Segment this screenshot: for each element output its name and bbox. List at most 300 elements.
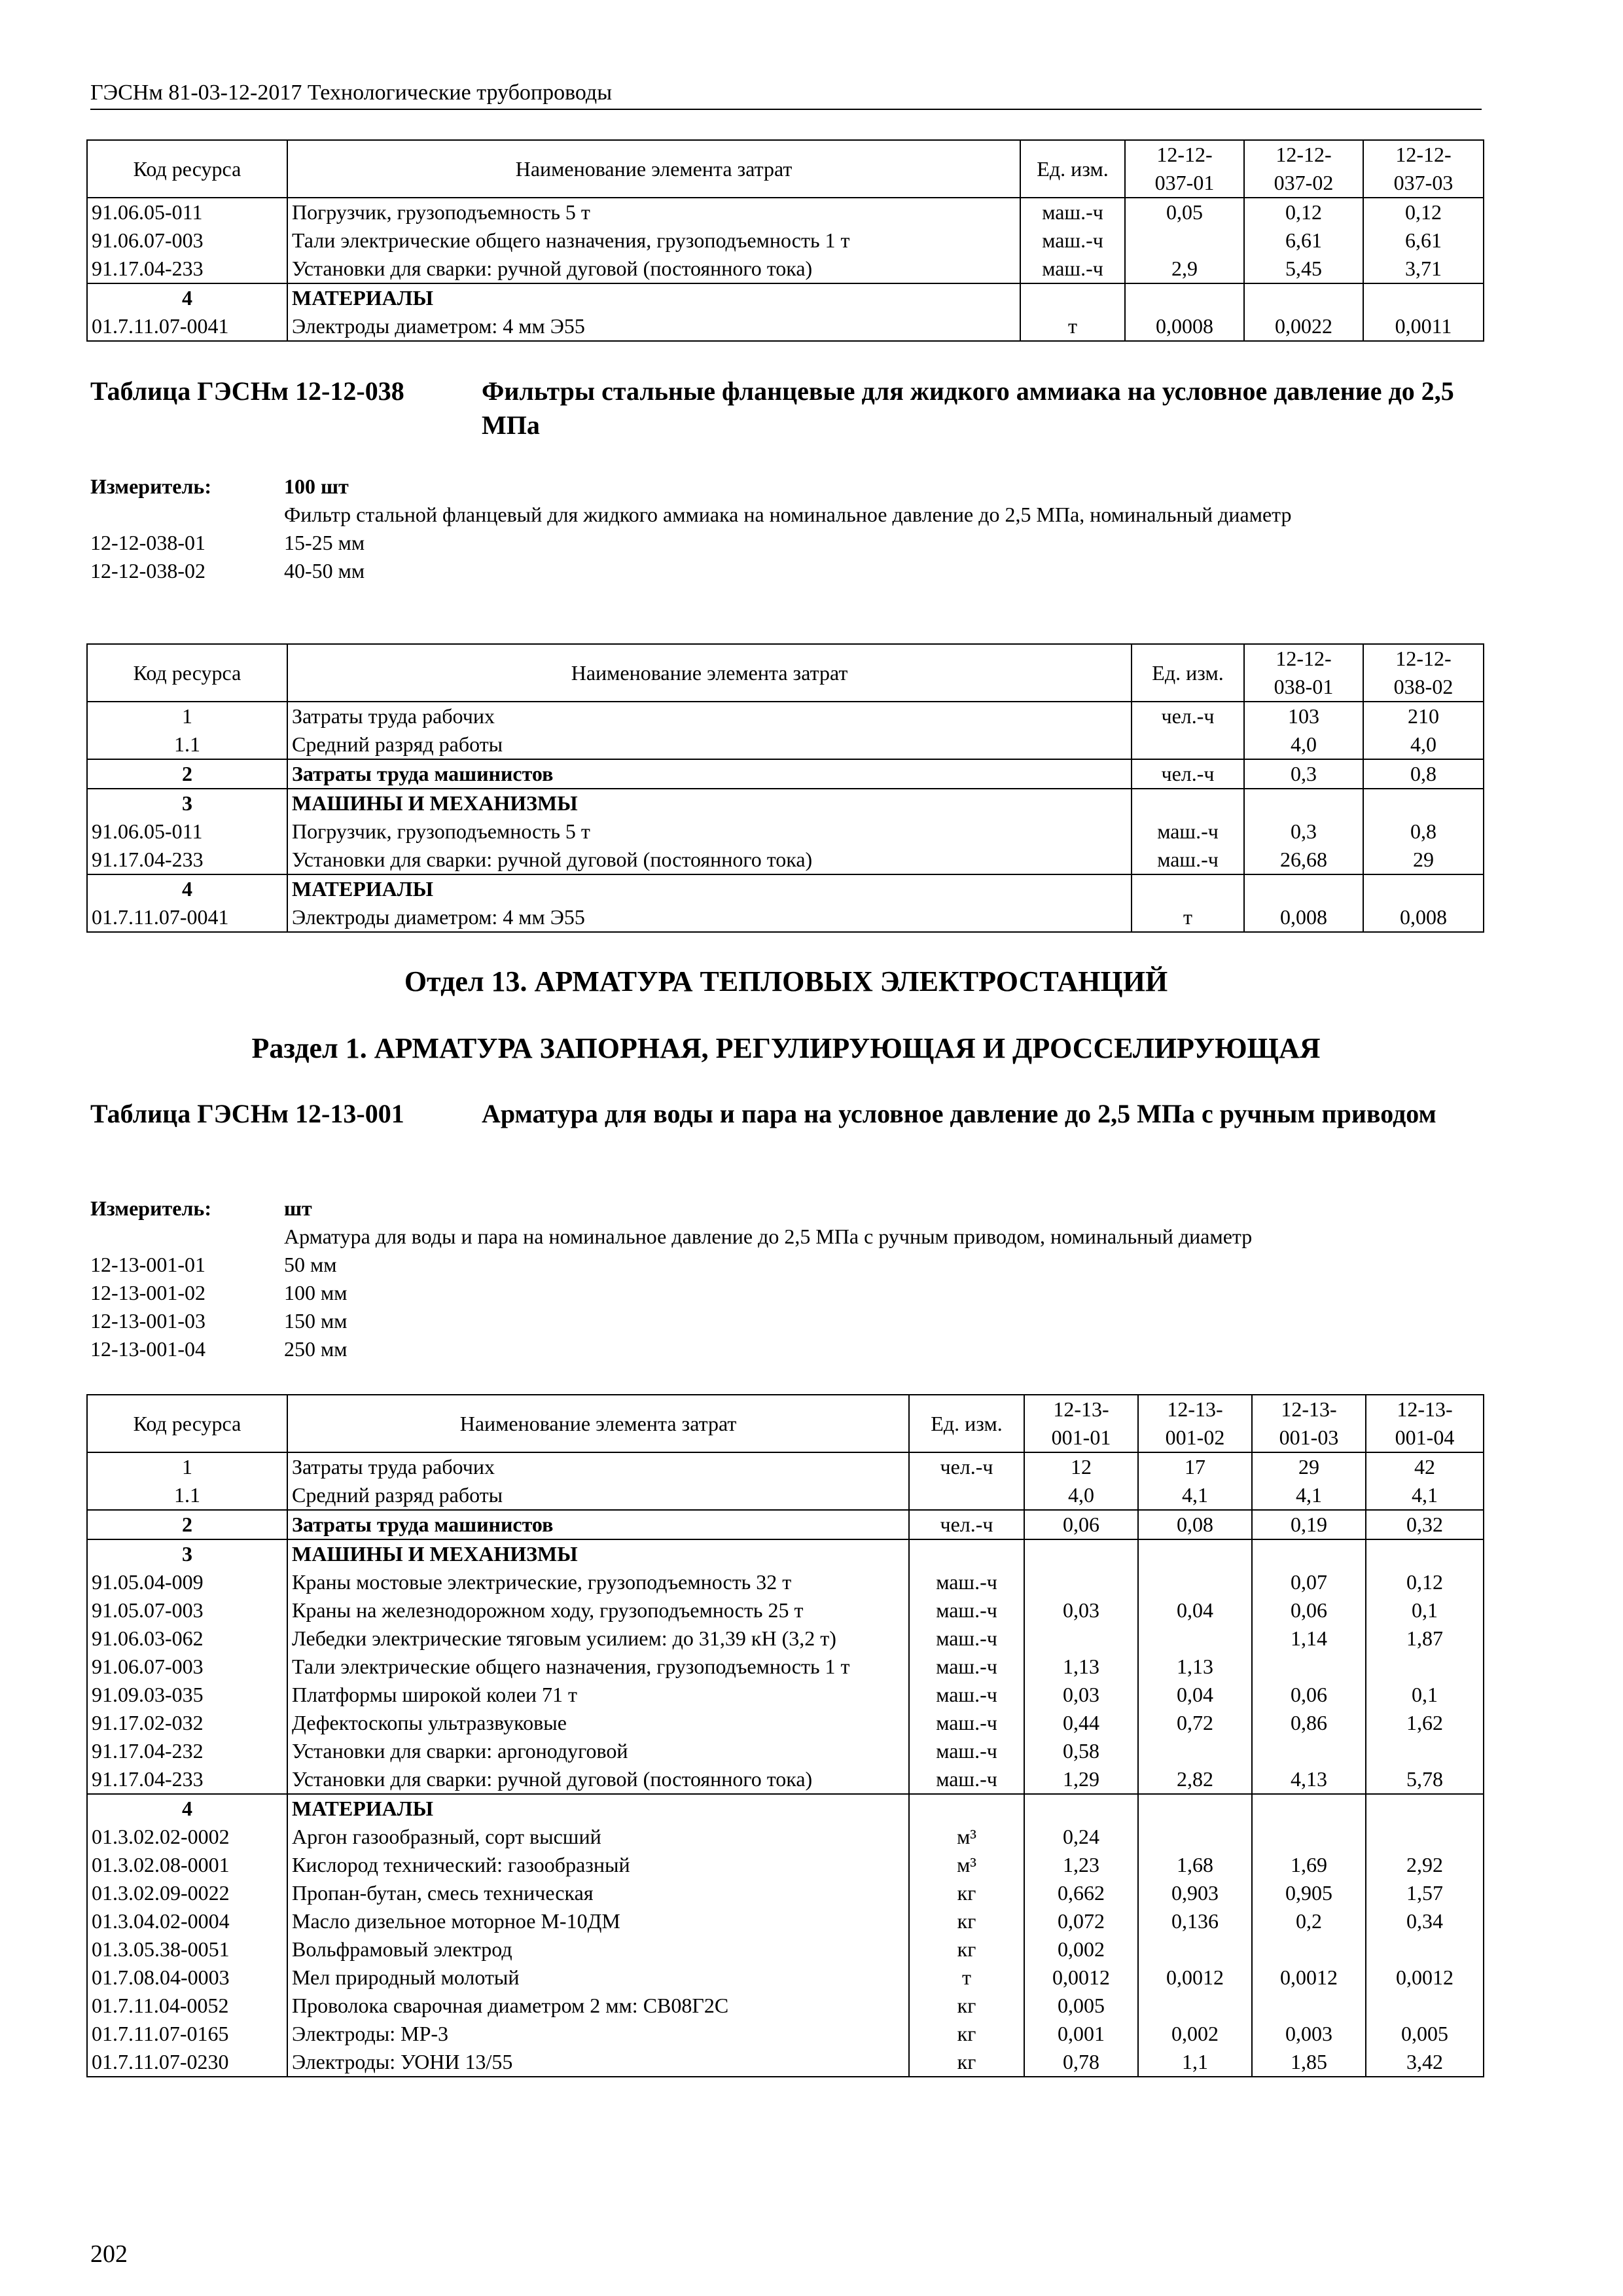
cost-element-name: Тали электрические общего назначения, грузоподъемность 1 т	[287, 226, 1020, 255]
cost-element-name: Краны мостовые электрические, грузоподъемность 32 т	[287, 1568, 909, 1596]
value-cell: 0,003	[1252, 2020, 1366, 2048]
cost-element-name: Затраты труда машинистов	[287, 759, 1132, 789]
resource-code: 91.17.04-232	[87, 1737, 287, 1765]
cost-element-name: Погрузчик, грузоподъемность 5 т	[287, 817, 1132, 846]
measure-code: 12-13-001-01	[90, 1253, 205, 1276]
value-cell: 2,9	[1125, 255, 1244, 283]
table-row	[87, 1737, 1484, 1765]
cost-element-name: Установки для сварки: ручной дуговой (постоянного тока)	[287, 846, 1132, 874]
value-cell	[1125, 283, 1244, 312]
unit-cell: м³	[909, 1851, 1024, 1879]
cost-element-name: Затраты труда рабочих	[287, 1452, 909, 1481]
value-cell: 1,1	[1138, 2048, 1252, 2077]
table-row	[87, 1653, 1484, 1681]
unit-cell: маш.-ч	[909, 1624, 1024, 1653]
value-cell: 0,06	[1252, 1596, 1366, 1624]
cost-element-name: Кислород технический: газообразный	[287, 1851, 909, 1879]
resource-code: 91.06.07-003	[87, 226, 287, 255]
measure-value: Арматура для воды и пара на номинальное давление до 2,5 МПа с ручным приводом, номинальный диаметр	[284, 1225, 1253, 1248]
unit-cell	[1020, 283, 1125, 312]
value-cell	[1366, 1737, 1484, 1765]
resource-code: 1.1	[87, 730, 287, 759]
table-section-row	[87, 283, 1484, 312]
resource-code: 91.17.04-233	[87, 255, 287, 283]
value-cell: 0,72	[1138, 1709, 1252, 1737]
measure-value: Фильтр стальной фланцевый для жидкого аммиака на номинальное давление до 2,5 МПа, номинальный диаметр	[284, 503, 1292, 526]
cost-element-name: Затраты труда рабочих	[287, 702, 1132, 730]
value-cell: 0,0012	[1252, 1964, 1366, 1992]
value-cell: 4,0	[1363, 730, 1484, 759]
column-header: Код ресурса	[87, 1395, 287, 1452]
measure-value: 150 мм	[284, 1309, 348, 1333]
value-cell	[1138, 1992, 1252, 2020]
value-cell: 0,002	[1138, 2020, 1252, 2048]
value-cell	[1252, 1737, 1366, 1765]
unit-cell: маш.-ч	[909, 1568, 1024, 1596]
value-cell: 0,24	[1024, 1823, 1138, 1851]
value-cell	[1366, 1823, 1484, 1851]
value-cell	[1125, 226, 1244, 255]
value-cell: 5,78	[1366, 1765, 1484, 1794]
cost-element-name: МАТЕРИАЛЫ	[287, 874, 1132, 903]
value-cell	[1363, 283, 1484, 312]
value-cell: 29	[1252, 1452, 1366, 1481]
cost-element-name: Установки для сварки: ручной дуговой (постоянного тока)	[287, 255, 1020, 283]
column-header: 12-12- 038-02	[1363, 644, 1484, 702]
value-cell: 3,71	[1363, 255, 1484, 283]
value-cell	[1252, 1539, 1366, 1568]
unit-cell: т	[1020, 312, 1125, 341]
table-section-row	[87, 759, 1484, 789]
unit-cell: кг	[909, 1935, 1024, 1964]
value-cell: 0,05	[1125, 198, 1244, 226]
value-cell: 0,03	[1024, 1681, 1138, 1709]
cost-element-name: Электроды: УОНИ 13/55	[287, 2048, 909, 2077]
resource-code: 1	[87, 702, 287, 730]
value-cell: 1,57	[1366, 1879, 1484, 1907]
value-cell: 5,45	[1244, 255, 1363, 283]
value-cell: 0,905	[1252, 1879, 1366, 1907]
table-row	[87, 1992, 1484, 2020]
value-cell: 0,32	[1366, 1510, 1484, 1539]
value-cell	[1138, 1737, 1252, 1765]
cost-element-name: Установки для сварки: ручной дуговой (постоянного тока)	[287, 1765, 909, 1794]
subsection-heading: Раздел 1. АРМАТУРА ЗАПОРНАЯ, РЕГУЛИРУЮЩАЯ И ДРОССЕЛИРУЮЩАЯ	[251, 1032, 1321, 1064]
value-cell: 17	[1138, 1452, 1252, 1481]
value-cell: 0,2	[1252, 1907, 1366, 1935]
cost-element-name: Платформы широкой колеи 71 т	[287, 1681, 909, 1709]
unit-cell: т	[1132, 903, 1244, 932]
value-cell: 4,1	[1366, 1481, 1484, 1510]
resource-code: 01.7.11.04-0052	[87, 1992, 287, 2020]
resource-code: 01.3.02.02-0002	[87, 1823, 287, 1851]
table-row	[87, 1935, 1484, 1964]
value-cell: 0,1	[1366, 1596, 1484, 1624]
value-cell	[1138, 1568, 1252, 1596]
value-cell	[1366, 1794, 1484, 1823]
cost-table-12-12-037	[86, 139, 1484, 342]
measure-value: 15-25 мм	[284, 531, 365, 554]
column-header: Наименование элемента затрат	[287, 140, 1020, 198]
table-caption: Фильтры стальные фланцевые для жидкого аммиака на условное давление до 2,5 МПа	[482, 376, 1454, 440]
cost-element-name: Масло дизельное моторное М-10ДМ	[287, 1907, 909, 1935]
table-row	[87, 1765, 1484, 1794]
unit-cell	[909, 1539, 1024, 1568]
unit-cell: чел.-ч	[909, 1510, 1024, 1539]
unit-cell: маш.-ч	[909, 1596, 1024, 1624]
measure-label: Измеритель:	[90, 1196, 211, 1220]
measure-code: 12-13-001-02	[90, 1281, 205, 1304]
resource-code: 01.3.04.02-0004	[87, 1907, 287, 1935]
measure-value: 50 мм	[284, 1253, 337, 1276]
column-header: Код ресурса	[87, 140, 287, 198]
resource-code: 01.3.05.38-0051	[87, 1935, 287, 1964]
column-header: 12-13- 001-02	[1138, 1395, 1252, 1452]
resource-code: 2	[87, 759, 287, 789]
table-title-12-13-001	[90, 1097, 1482, 1169]
value-cell	[1138, 1823, 1252, 1851]
table-number: Таблица ГЭСНм 12-12-038	[90, 376, 404, 406]
unit-cell	[1132, 874, 1244, 903]
value-cell: 0,06	[1252, 1681, 1366, 1709]
resource-code: 4	[87, 283, 287, 312]
value-cell	[1366, 1653, 1484, 1681]
table-row	[87, 198, 1484, 226]
measure-unit: 100 шт	[284, 475, 349, 498]
value-cell: 0,12	[1244, 198, 1363, 226]
resource-code: 01.3.02.08-0001	[87, 1851, 287, 1879]
cost-element-name: Дефектоскопы ультразвуковые	[287, 1709, 909, 1737]
column-header: Ед. изм.	[909, 1395, 1024, 1452]
value-cell: 0,136	[1138, 1907, 1252, 1935]
value-cell: 0,06	[1024, 1510, 1138, 1539]
resource-code: 91.17.02-032	[87, 1709, 287, 1737]
value-cell: 4,1	[1138, 1481, 1252, 1510]
unit-cell: т	[909, 1964, 1024, 1992]
unit-cell	[909, 1481, 1024, 1510]
table-row	[87, 846, 1484, 874]
table-row	[87, 2048, 1484, 2077]
unit-cell: кг	[909, 2020, 1024, 2048]
measure-code: 12-13-001-03	[90, 1309, 205, 1333]
resource-code: 3	[87, 789, 287, 817]
value-cell: 1,13	[1138, 1653, 1252, 1681]
unit-cell	[909, 1794, 1024, 1823]
cost-element-name: Лебедки электрические тяговым усилием: до 31,39 кН (3,2 т)	[287, 1624, 909, 1653]
column-header: 12-12- 037-01	[1125, 140, 1244, 198]
column-header: 12-12- 038-01	[1244, 644, 1363, 702]
value-cell: 0,005	[1366, 2020, 1484, 2048]
resource-code: 91.06.05-011	[87, 198, 287, 226]
measure-block-12-12-038	[90, 473, 1482, 585]
table-section-row	[87, 1510, 1484, 1539]
column-header: 12-12- 037-03	[1363, 140, 1484, 198]
value-cell: 0,8	[1363, 759, 1484, 789]
value-cell	[1244, 874, 1363, 903]
cost-element-name: Электроды диаметром: 4 мм Э55	[287, 312, 1020, 341]
value-cell: 42	[1366, 1452, 1484, 1481]
page-number: 202	[90, 2240, 128, 2268]
measure-value: 100 мм	[284, 1281, 348, 1304]
resource-code: 01.7.11.07-0041	[87, 312, 287, 341]
resource-code: 01.7.11.07-0165	[87, 2020, 287, 2048]
resource-code: 4	[87, 1794, 287, 1823]
table-row	[87, 702, 1484, 730]
value-cell: 1,62	[1366, 1709, 1484, 1737]
value-cell: 0,008	[1244, 903, 1363, 932]
value-cell	[1024, 1624, 1138, 1653]
value-cell: 1,87	[1366, 1624, 1484, 1653]
value-cell: 103	[1244, 702, 1363, 730]
measure-unit: шт	[284, 1196, 312, 1220]
table-row	[87, 730, 1484, 759]
cost-element-name: Затраты труда машинистов	[287, 1510, 909, 1539]
unit-cell	[1132, 730, 1244, 759]
measure-label: Измеритель:	[90, 475, 211, 498]
column-header: Ед. изм.	[1132, 644, 1244, 702]
unit-cell: кг	[909, 2048, 1024, 2077]
unit-cell: маш.-ч	[909, 1765, 1024, 1794]
value-cell: 0,0022	[1244, 312, 1363, 341]
measure-value: 250 мм	[284, 1337, 348, 1361]
value-cell: 1,29	[1024, 1765, 1138, 1794]
measure-value: 40-50 мм	[284, 559, 365, 583]
column-header: 12-13- 001-01	[1024, 1395, 1138, 1452]
value-cell: 0,12	[1366, 1568, 1484, 1596]
value-cell: 0,0012	[1138, 1964, 1252, 1992]
resource-code: 91.06.03-062	[87, 1624, 287, 1653]
table-number: Таблица ГЭСНм 12-13-001	[90, 1099, 404, 1128]
value-cell: 210	[1363, 702, 1484, 730]
cost-element-name: МАШИНЫ И МЕХАНИЗМЫ	[287, 789, 1132, 817]
table-row	[87, 1879, 1484, 1907]
value-cell: 4,0	[1244, 730, 1363, 759]
value-cell	[1252, 1935, 1366, 1964]
cost-element-name: Погрузчик, грузоподъемность 5 т	[287, 198, 1020, 226]
value-cell: 0,12	[1363, 198, 1484, 226]
table-section-row	[87, 789, 1484, 817]
table-row	[87, 1452, 1484, 1481]
cost-element-name: Средний разряд работы	[287, 1481, 909, 1510]
value-cell: 0,008	[1363, 903, 1484, 932]
value-cell: 0,58	[1024, 1737, 1138, 1765]
section-heading: Отдел 13. АРМАТУРА ТЕПЛОВЫХ ЭЛЕКТРОСТАНЦИЙ	[404, 965, 1168, 997]
value-cell: 0,07	[1252, 1568, 1366, 1596]
value-cell	[1244, 283, 1363, 312]
value-cell	[1024, 1568, 1138, 1596]
unit-cell: маш.-ч	[909, 1681, 1024, 1709]
cost-element-name: Проволока сварочная диаметром 2 мм: СВ08Г2С	[287, 1992, 909, 2020]
table-row	[87, 226, 1484, 255]
table-row	[87, 903, 1484, 932]
resource-code: 91.17.04-233	[87, 1765, 287, 1794]
value-cell: 0,04	[1138, 1596, 1252, 1624]
value-cell	[1024, 1539, 1138, 1568]
table-row	[87, 1481, 1484, 1510]
resource-code: 01.7.11.07-0230	[87, 2048, 287, 2077]
value-cell: 26,68	[1244, 846, 1363, 874]
resource-code: 01.7.08.04-0003	[87, 1964, 287, 1992]
value-cell	[1363, 789, 1484, 817]
unit-cell: маш.-ч	[909, 1709, 1024, 1737]
value-cell	[1366, 1539, 1484, 1568]
resource-code: 4	[87, 874, 287, 903]
column-header: 12-13- 001-03	[1252, 1395, 1366, 1452]
cost-table-12-12-038	[86, 643, 1484, 933]
measure-code: 12-13-001-04	[90, 1337, 205, 1361]
value-cell: 3,42	[1366, 2048, 1484, 2077]
table-row	[87, 817, 1484, 846]
table-section-row	[87, 874, 1484, 903]
value-cell: 0,78	[1024, 2048, 1138, 2077]
table-row	[87, 1907, 1484, 1935]
cost-element-name: МАШИНЫ И МЕХАНИЗМЫ	[287, 1539, 909, 1568]
cost-element-name: Пропан-бутан, смесь техническая	[287, 1879, 909, 1907]
column-header: Наименование элемента затрат	[287, 644, 1132, 702]
unit-cell: чел.-ч	[909, 1452, 1024, 1481]
value-cell: 0,44	[1024, 1709, 1138, 1737]
value-cell: 1,69	[1252, 1851, 1366, 1879]
table-row	[87, 1851, 1484, 1879]
running-header: ГЭСНм 81-03-12-2017 Технологические трубопроводы	[90, 77, 1482, 110]
value-cell: 4,1	[1252, 1481, 1366, 1510]
cost-element-name: Средний разряд работы	[287, 730, 1132, 759]
value-cell: 0,08	[1138, 1510, 1252, 1539]
resource-code: 91.05.07-003	[87, 1596, 287, 1624]
value-cell: 1,13	[1024, 1653, 1138, 1681]
table-row	[87, 1596, 1484, 1624]
resource-code: 1	[87, 1452, 287, 1481]
value-cell	[1252, 1992, 1366, 2020]
cost-element-name: Мел природный молотый	[287, 1964, 909, 1992]
table-row	[87, 1681, 1484, 1709]
cost-element-name: Вольфрамовый электрод	[287, 1935, 909, 1964]
value-cell	[1363, 874, 1484, 903]
value-cell	[1138, 1539, 1252, 1568]
column-header: Код ресурса	[87, 644, 287, 702]
table-caption: Арматура для воды и пара на условное давление до 2,5 МПа с ручным приводом	[482, 1099, 1436, 1128]
unit-cell: маш.-ч	[1020, 198, 1125, 226]
value-cell: 0,1	[1366, 1681, 1484, 1709]
value-cell: 4,0	[1024, 1481, 1138, 1510]
table-title-12-12-038	[90, 374, 1482, 446]
unit-cell: чел.-ч	[1132, 702, 1244, 730]
unit-cell: маш.-ч	[909, 1737, 1024, 1765]
unit-cell: кг	[909, 1879, 1024, 1907]
value-cell: 1,68	[1138, 1851, 1252, 1879]
table-row	[87, 1568, 1484, 1596]
resource-code: 91.06.05-011	[87, 817, 287, 846]
value-cell	[1024, 1794, 1138, 1823]
value-cell: 1,85	[1252, 2048, 1366, 2077]
value-cell: 2,92	[1366, 1851, 1484, 1879]
measure-block-12-13-001	[90, 1194, 1482, 1363]
unit-cell: маш.-ч	[1020, 226, 1125, 255]
measure-code: 12-12-038-01	[90, 531, 205, 554]
value-cell	[1252, 1653, 1366, 1681]
value-cell: 0,86	[1252, 1709, 1366, 1737]
cost-element-name: Аргон газообразный, сорт высший	[287, 1823, 909, 1851]
value-cell: 0,662	[1024, 1879, 1138, 1907]
value-cell: 0,8	[1363, 817, 1484, 846]
value-cell: 0,03	[1024, 1596, 1138, 1624]
table-row	[87, 1964, 1484, 1992]
value-cell: 0,001	[1024, 2020, 1138, 2048]
table-row	[87, 1624, 1484, 1653]
value-cell	[1252, 1823, 1366, 1851]
value-cell: 29	[1363, 846, 1484, 874]
unit-cell: маш.-ч	[1132, 817, 1244, 846]
value-cell: 12	[1024, 1452, 1138, 1481]
cost-element-name: МАТЕРИАЛЫ	[287, 1794, 909, 1823]
unit-cell: чел.-ч	[1132, 759, 1244, 789]
cost-element-name: МАТЕРИАЛЫ	[287, 283, 1020, 312]
value-cell	[1252, 1794, 1366, 1823]
cost-element-name: Установки для сварки: аргонодуговой	[287, 1737, 909, 1765]
value-cell: 0,0012	[1024, 1964, 1138, 1992]
value-cell	[1138, 1935, 1252, 1964]
cost-element-name: Электроды диаметром: 4 мм Э55	[287, 903, 1132, 932]
table-section-row	[87, 1539, 1484, 1568]
cost-element-name: Тали электрические общего назначения, грузоподъемность 1 т	[287, 1653, 909, 1681]
value-cell: 0,3	[1244, 817, 1363, 846]
resource-code: 91.09.03-035	[87, 1681, 287, 1709]
unit-cell: маш.-ч	[909, 1653, 1024, 1681]
value-cell	[1366, 1935, 1484, 1964]
resource-code: 2	[87, 1510, 287, 1539]
value-cell: 4,13	[1252, 1765, 1366, 1794]
resource-code: 91.05.04-009	[87, 1568, 287, 1596]
column-header: Ед. изм.	[1020, 140, 1125, 198]
value-cell	[1138, 1624, 1252, 1653]
column-header: 12-12- 037-02	[1244, 140, 1363, 198]
value-cell: 0,3	[1244, 759, 1363, 789]
value-cell: 0,0011	[1363, 312, 1484, 341]
value-cell	[1138, 1794, 1252, 1823]
unit-cell: м³	[909, 1823, 1024, 1851]
table-row	[87, 2020, 1484, 2048]
value-cell: 1,23	[1024, 1851, 1138, 1879]
cost-table-12-13-001	[86, 1394, 1484, 2077]
value-cell: 2,82	[1138, 1765, 1252, 1794]
table-row	[87, 312, 1484, 341]
unit-cell: кг	[909, 1907, 1024, 1935]
value-cell: 1,14	[1252, 1624, 1366, 1653]
value-cell: 6,61	[1363, 226, 1484, 255]
resource-code: 1.1	[87, 1481, 287, 1510]
resource-code: 91.06.07-003	[87, 1653, 287, 1681]
measure-code: 12-12-038-02	[90, 559, 205, 583]
value-cell: 6,61	[1244, 226, 1363, 255]
table-row	[87, 1823, 1484, 1851]
cost-element-name: Электроды: МР-3	[287, 2020, 909, 2048]
value-cell: 0,34	[1366, 1907, 1484, 1935]
unit-cell: кг	[909, 1992, 1024, 2020]
value-cell: 0,0008	[1125, 312, 1244, 341]
value-cell: 0,005	[1024, 1992, 1138, 2020]
value-cell: 0,19	[1252, 1510, 1366, 1539]
column-header: 12-13- 001-04	[1366, 1395, 1484, 1452]
value-cell: 0,002	[1024, 1935, 1138, 1964]
unit-cell	[1132, 789, 1244, 817]
value-cell: 0,0012	[1366, 1964, 1484, 1992]
value-cell: 0,903	[1138, 1879, 1252, 1907]
value-cell: 0,072	[1024, 1907, 1138, 1935]
column-header: Наименование элемента затрат	[287, 1395, 909, 1452]
table-section-row	[87, 1794, 1484, 1823]
resource-code: 01.3.02.09-0022	[87, 1879, 287, 1907]
resource-code: 3	[87, 1539, 287, 1568]
